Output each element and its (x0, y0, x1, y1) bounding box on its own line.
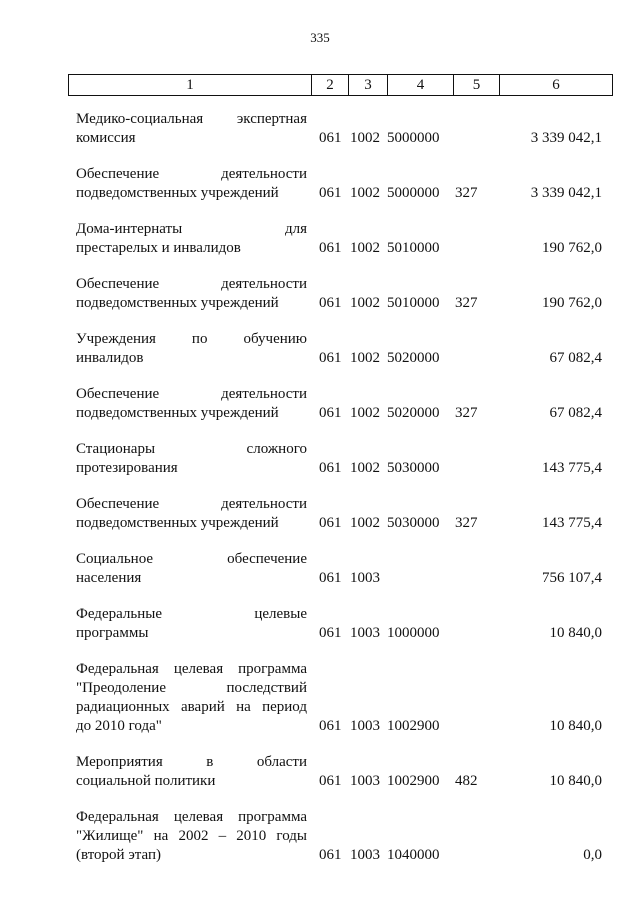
table-row (68, 105, 612, 160)
row-amount: 0,0 (583, 847, 602, 863)
row-ministry-code: 061 (319, 185, 342, 201)
row-name (68, 435, 311, 490)
row-ministry-code: 061 (319, 460, 342, 476)
row-target-code (387, 545, 453, 600)
row-ministry-code: 061 (319, 847, 342, 863)
row-name-line: престарелых и инвалидов (76, 240, 241, 256)
row-name-line: подведомственных учреждений (76, 295, 279, 311)
row-section-code: 1002 (350, 460, 380, 476)
row-expense-code: 327 (455, 185, 478, 201)
page-number: 335 (310, 30, 330, 45)
row-name-line: Обеспечение деятельности (76, 386, 307, 402)
header-row (69, 75, 613, 96)
row-expense-code: 482 (455, 773, 478, 789)
row-amount: 3 339 042,1 (530, 185, 602, 201)
row-ministry-code: 061 (319, 718, 342, 734)
row-name-line: радиационных аварий на период (76, 699, 307, 715)
row-name-line: социальной политики (76, 773, 216, 789)
row-name-line: до 2010 года" (76, 718, 162, 734)
row-target-code: 5030000 (387, 460, 440, 476)
row-section-code: 1003 (350, 773, 380, 789)
header-col-6: 6 (500, 75, 613, 96)
row-name (68, 105, 311, 160)
row-ministry-code: 061 (319, 625, 342, 641)
row-name-line: населения (76, 570, 142, 586)
table-header (68, 74, 613, 96)
table-row (68, 270, 612, 325)
table-row (68, 435, 612, 490)
row-section-code: 1002 (350, 350, 380, 366)
row-target-code: 5030000 (387, 515, 440, 531)
row-amount: 10 840,0 (549, 773, 602, 789)
row-name-line: инвалидов (76, 350, 144, 366)
row-name-line: Федеральная целевая программа (76, 809, 307, 825)
table-row (68, 215, 612, 270)
table-row (68, 803, 612, 877)
row-expense-code (453, 545, 499, 600)
row-section-code: 1002 (350, 240, 380, 256)
row-expense-code (453, 435, 499, 490)
row-target-code: 5010000 (387, 240, 440, 256)
row-name (68, 325, 311, 380)
row-name-line: комиссия (76, 130, 136, 146)
row-section-code: 1003 (350, 625, 380, 641)
row-amount: 67 082,4 (549, 405, 602, 421)
row-target-code: 1002900 (387, 773, 440, 789)
row-amount: 3 339 042,1 (530, 130, 602, 146)
row-amount: 143 775,4 (542, 515, 602, 531)
row-name (68, 803, 311, 877)
row-name (68, 490, 311, 545)
header-col-2: 2 (312, 75, 349, 96)
row-target-code: 1040000 (387, 847, 440, 863)
row-ministry-code: 061 (319, 350, 342, 366)
row-name-line: программы (76, 625, 149, 641)
row-name-line: Социальное обеспечение (76, 551, 307, 567)
row-section-code: 1002 (350, 515, 380, 531)
row-name (68, 545, 311, 600)
row-name-line: Учреждения по обучению (76, 331, 307, 347)
header-col-1: 1 (69, 75, 312, 96)
row-name-line: Мероприятия в области (76, 754, 307, 770)
row-target-code: 1000000 (387, 625, 440, 641)
row-amount: 67 082,4 (549, 350, 602, 366)
row-amount: 10 840,0 (549, 718, 602, 734)
row-amount: 143 775,4 (542, 460, 602, 476)
row-expense-code (453, 105, 499, 160)
table-row (68, 325, 612, 380)
row-ministry-code: 061 (319, 295, 342, 311)
row-section-code: 1002 (350, 185, 380, 201)
row-ministry-code: 061 (319, 773, 342, 789)
row-name (68, 215, 311, 270)
row-target-code: 5020000 (387, 405, 440, 421)
table-row (68, 748, 612, 803)
row-name (68, 160, 311, 215)
row-name-line: Обеспечение деятельности (76, 166, 307, 182)
row-target-code: 5010000 (387, 295, 440, 311)
row-name-line: подведомственных учреждений (76, 515, 279, 531)
table-row (68, 160, 612, 215)
row-expense-code: 327 (455, 515, 478, 531)
header-col-4: 4 (388, 75, 454, 96)
row-expense-code: 327 (455, 405, 478, 421)
row-ministry-code: 061 (319, 240, 342, 256)
row-target-code: 5020000 (387, 350, 440, 366)
row-expense-code (453, 325, 499, 380)
header-col-5: 5 (454, 75, 500, 96)
row-name-line: Дома-интернаты для (76, 221, 307, 237)
row-amount: 190 762,0 (542, 295, 602, 311)
row-ministry-code: 061 (319, 570, 342, 586)
row-amount: 756 107,4 (542, 570, 602, 586)
header-col-3: 3 (349, 75, 388, 96)
row-ministry-code: 061 (319, 515, 342, 531)
row-name-line: Федеральные целевые (76, 606, 307, 622)
row-name-line: "Преодоление последствий (76, 680, 307, 696)
row-expense-code (453, 215, 499, 270)
row-target-code: 1002900 (387, 718, 440, 734)
row-expense-code (453, 655, 499, 748)
row-name (68, 748, 311, 803)
row-name (68, 655, 311, 748)
row-name-line: Стационары сложного (76, 441, 307, 457)
row-target-code: 5000000 (387, 130, 440, 146)
row-expense-code (453, 600, 499, 655)
row-name-line: Обеспечение деятельности (76, 276, 307, 292)
row-name-line: (второй этап) (76, 847, 161, 863)
row-name-line: протезирования (76, 460, 178, 476)
row-expense-code (453, 803, 499, 877)
row-section-code: 1003 (350, 570, 380, 586)
row-target-code: 5000000 (387, 185, 440, 201)
row-ministry-code: 061 (319, 405, 342, 421)
budget-table (68, 105, 612, 877)
row-name-line: "Жилище" на 2002 – 2010 годы (76, 828, 307, 844)
row-name-line: Медико-социальная экспертная (76, 111, 307, 127)
row-name-line: Обеспечение деятельности (76, 496, 307, 512)
row-section-code: 1003 (350, 847, 380, 863)
row-section-code: 1002 (350, 130, 380, 146)
row-name-line: подведомственных учреждений (76, 405, 279, 421)
table-body (68, 105, 612, 877)
row-name-line: Федеральная целевая программа (76, 661, 307, 677)
table-row (68, 545, 612, 600)
row-ministry-code: 061 (319, 130, 342, 146)
row-section-code: 1003 (350, 718, 380, 734)
table-row (68, 655, 612, 748)
table-row (68, 380, 612, 435)
row-name-line: подведомственных учреждений (76, 185, 279, 201)
row-section-code: 1002 (350, 405, 380, 421)
row-name (68, 380, 311, 435)
row-amount: 190 762,0 (542, 240, 602, 256)
table-row (68, 600, 612, 655)
row-expense-code: 327 (455, 295, 478, 311)
row-name (68, 270, 311, 325)
row-section-code: 1002 (350, 295, 380, 311)
row-amount: 10 840,0 (549, 625, 602, 641)
table-row (68, 490, 612, 545)
row-name (68, 600, 311, 655)
